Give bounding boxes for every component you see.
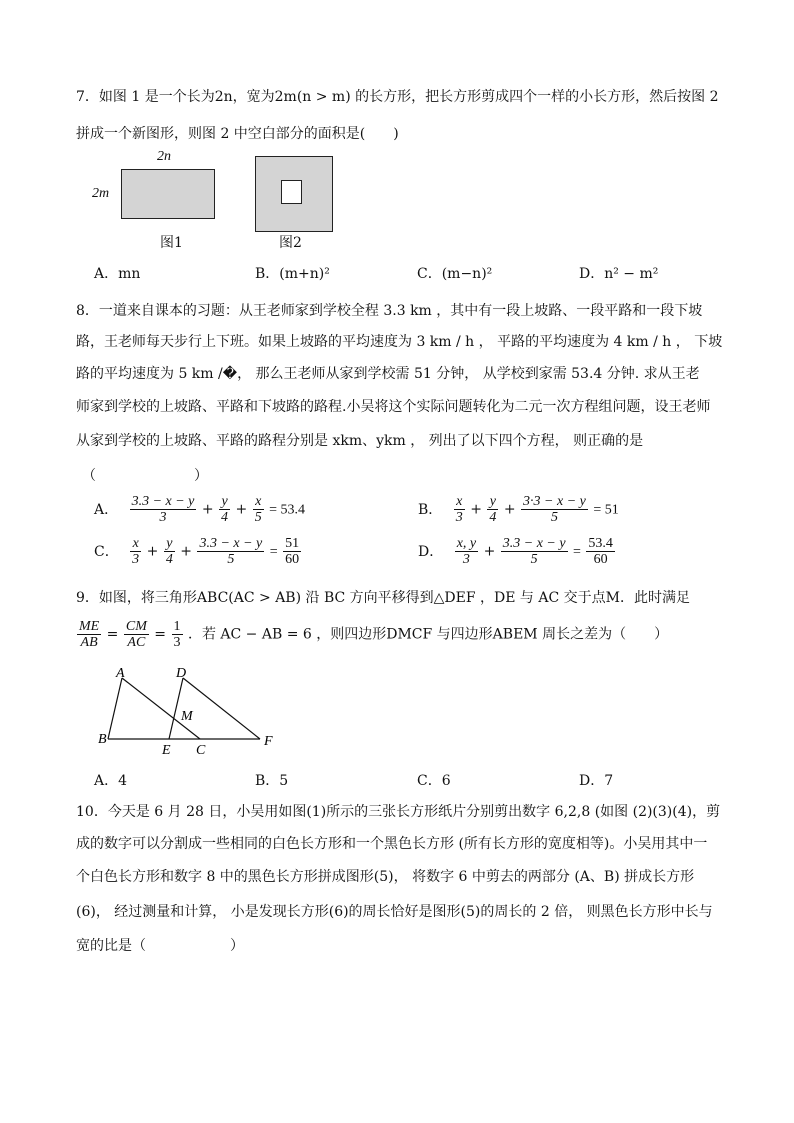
q10-line2: 成的数字可以分割成一些相同的白色长方形和一个黑色长方形 (所有长方形的宽度相等)。小吴用其中一	[76, 836, 708, 852]
fraction: $\frac{y}{4}$	[221, 494, 229, 525]
fraction: $\frac{3.3 - x - y}{3}$	[131, 494, 195, 525]
point-d: D	[176, 666, 187, 681]
fraction: $\frac{x}{5}$	[254, 494, 262, 525]
q7-option-d[interactable]: D．n² − m²	[579, 266, 659, 282]
fig1-caption: 图1	[160, 235, 183, 251]
point-b: B	[98, 732, 107, 747]
q8-option-b[interactable]: B． $\frac{x}{3}$ + $\frac{y}{4}$ + $\frac{3\cdot 3 - x - y}{5}$ = 51	[418, 494, 619, 525]
fig1-left-label: 2m	[92, 186, 110, 201]
q8-option-d-rhs: =	[573, 544, 581, 560]
q8-line5: 从家到学校的上坡路、平路的路程分别是 xkm、ykm ， 列出了以下四个方程， 则正确的是	[76, 433, 644, 449]
segment-ab	[108, 678, 122, 739]
fraction: $\frac{CM}{AC}$	[125, 619, 147, 650]
q8-line4: 师家到学校的上坡路、平路和下坡路的路程.小吴将这个实际问题转化为二元一次方程组问题，设王老师	[76, 399, 711, 415]
q9-option-d[interactable]: D．7	[579, 773, 614, 789]
q8-option-d[interactable]: D． $\frac{x, y}{3}$ + $\frac{3.3 - x - y}{5}$ = $\frac{53.4}{60}$	[418, 536, 613, 567]
q8-option-c-rhs: =	[269, 544, 278, 560]
q10-line1: 10．今天是 6 月 28 日，小吴用如图(1)所示的三张长方形纸片分别剪出数字 6,2,8 (如图 (2)(3)(4)，剪	[76, 804, 721, 820]
fig1-rectangle	[121, 169, 215, 219]
q8-option-b-rhs: = 51	[593, 502, 619, 518]
fraction: $\frac{3\cdot 3 - x - y}{5}$	[523, 494, 586, 525]
q8-option-a-rhs: = 53.4	[269, 502, 306, 518]
q9-line2-tail: ．若 AC − AB = 6 ，则四边形DMCF 与四边形ABEM 周长之差为（ ）	[187, 626, 669, 643]
point-c: C	[196, 743, 206, 758]
fraction: $\frac{ME}{AB}$	[79, 619, 100, 650]
fraction: $\frac{53.4}{60}$	[588, 536, 613, 567]
fraction: $\frac{x, y}{3}$	[456, 536, 477, 567]
q8-option-c-label: C．	[94, 543, 119, 560]
fraction: $\frac{1}{3}$	[173, 619, 181, 650]
point-e: E	[162, 743, 171, 758]
q8-line3: 路的平均速度为 5 km /�， 那么王老师从家到学校需 51 分钟， 从学校到家需 53.4 分钟. 求从王老	[76, 366, 700, 382]
fig2-hole	[281, 180, 302, 204]
segment-df	[183, 678, 260, 739]
q8-option-a-label: A．	[94, 501, 119, 518]
q7-line2: 拼成一个新图形，则图 2 中空白部分的面积是( )	[76, 126, 399, 142]
fraction: $\frac{x}{3}$	[455, 494, 463, 525]
q9-line1: 9．如图，将三角形ABC(AC > AB) 沿 BC 方向平移得到△DEF ，DE 与 AC 交于点M．此时满足	[76, 590, 690, 606]
q7-line1: 7．如图 1 是一个长为2n，宽为2m(n > m) 的长方形，把长方形剪成四个一样的小长方形，然后按图 2	[76, 89, 719, 105]
fraction: $\frac{51}{60}$	[285, 536, 300, 567]
q7-option-c[interactable]: C．(m−n)²	[417, 266, 493, 282]
fraction: $\frac{x}{3}$	[132, 536, 140, 567]
fig1-top-label: 2n	[157, 149, 171, 164]
q8-option-d-label: D．	[418, 543, 444, 560]
q8-line2: 路，王老师每天步行上下班。如果上坡路的平均速度为 3 km / h ， 平路的平均速度为 4 km / h ， 下坡	[76, 334, 723, 350]
q8-option-c[interactable]: C． $\frac{x}{3}$ + $\frac{y}{4}$ + $\frac{3.3 - x - y}{5}$ = $\frac{51}{60}$	[94, 536, 300, 567]
point-m: M	[181, 709, 193, 724]
q10-line4: (6)， 经过测量和计算， 小是发现长方形(6)的周长恰好是图形(5)的周长的 2 倍， 则黑色长方形中长与	[76, 904, 713, 920]
fraction: $\frac{y}{4}$	[165, 536, 173, 567]
q8-option-a[interactable]: A． $\frac{3.3 - x - y}{3}$ + $\frac{y}{4}$ + $\frac{x}{5}$ = 53.4	[94, 494, 306, 525]
point-f: F	[264, 734, 273, 749]
q9-figure	[90, 660, 290, 760]
q7-option-a[interactable]: A．mn	[94, 266, 141, 282]
q8-line6: （ ）	[82, 468, 208, 484]
q9-line2: $\frac{ME}{AB}$ = $\frac{CM}{AC}$ = $\frac{1}{3}$ ．若 AC − AB = 6 ，则四边形DMCF 与四边形ABEM 周长之差为（ ）	[79, 619, 669, 650]
fraction: $\frac{3.3 - x - y}{5}$	[199, 536, 263, 567]
fraction: $\frac{y}{4}$	[489, 494, 497, 525]
fraction: $\frac{3.3 - x - y}{5}$	[502, 536, 566, 567]
point-a: A	[116, 666, 125, 681]
q7-option-b[interactable]: B．(m+n)²	[255, 266, 330, 282]
q8-line1: 8．一道来自课本的习题：从王老师家到学校全程 3.3 km ，其中有一段上坡路、一段平路和一段下坡	[76, 303, 703, 319]
fig2-caption: 图2	[279, 235, 302, 251]
q9-option-a[interactable]: A．4	[94, 773, 128, 789]
q10-line3: 个白色长方形和数字 8 中的黑色长方形拼成图形(5)， 将数字 6 中剪去的两部分 (A、B) 拼成长方形	[76, 869, 695, 885]
q8-option-b-label: B．	[418, 501, 443, 518]
q10-line5: 宽的比是（ ）	[76, 938, 244, 954]
q9-option-c[interactable]: C．6	[417, 773, 451, 789]
q9-option-b[interactable]: B．5	[255, 773, 289, 789]
